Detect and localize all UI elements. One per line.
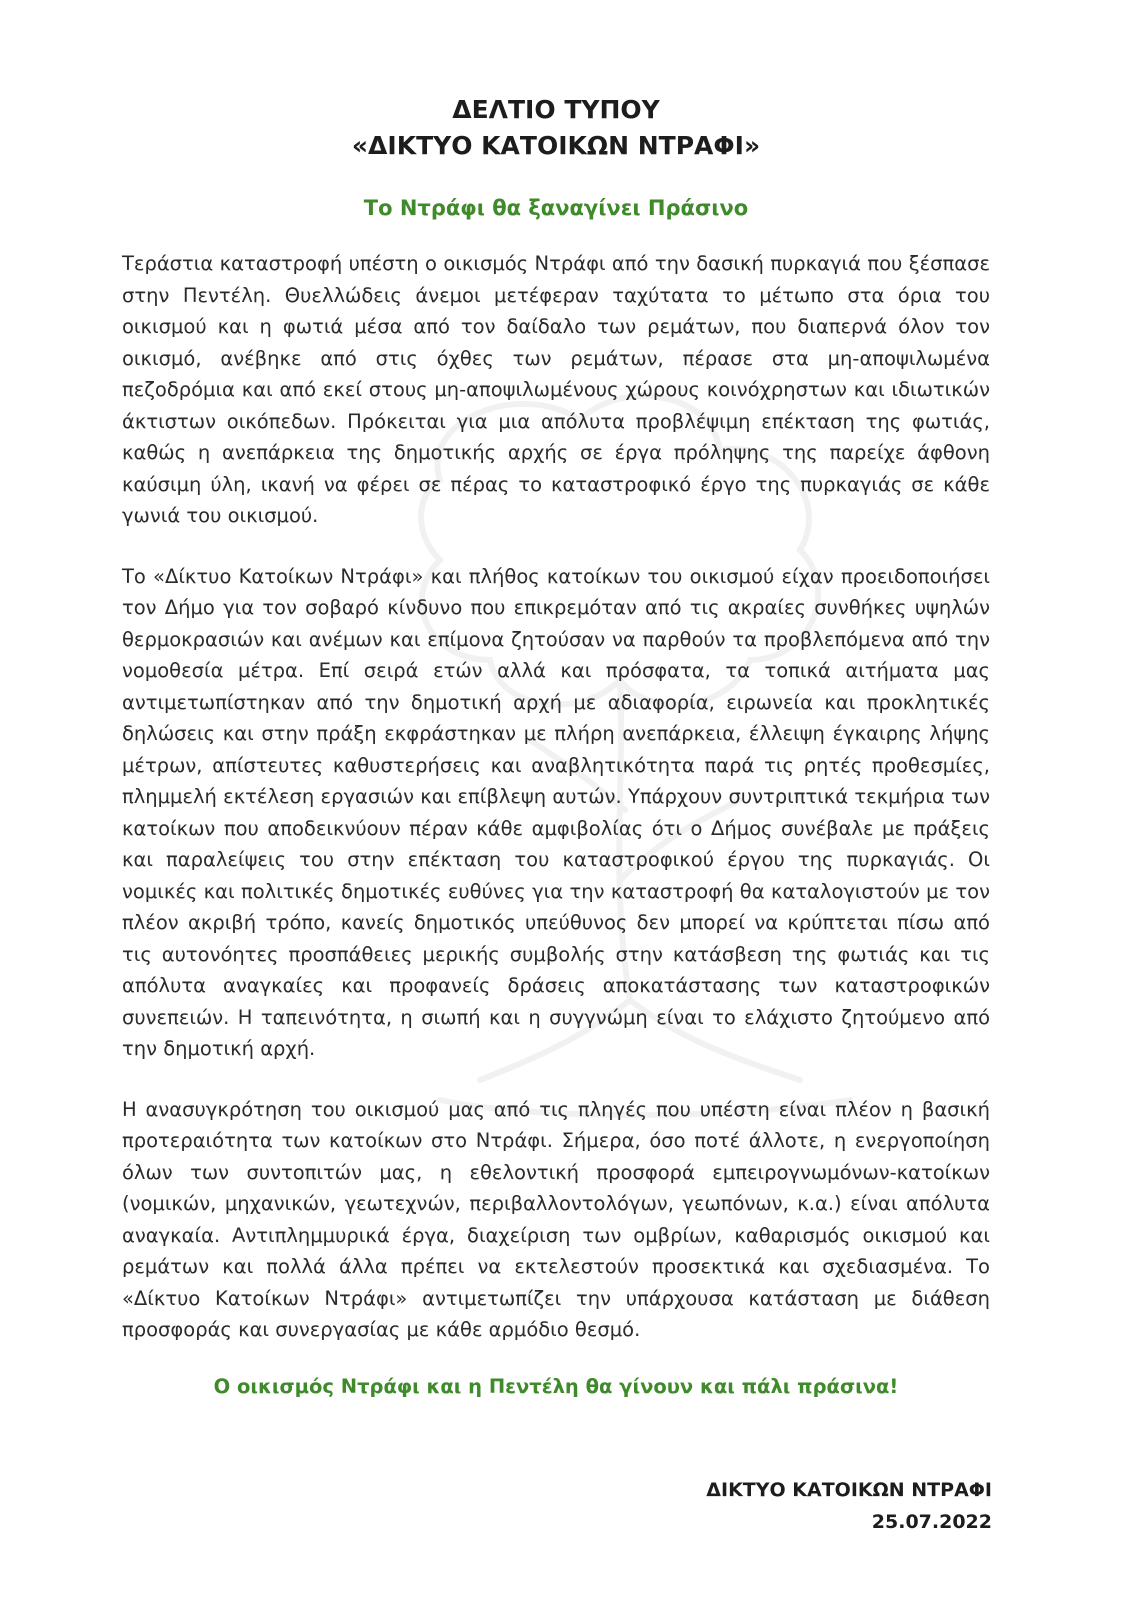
signature-block (706, 1474, 992, 1538)
paragraph-3: Η ανασυγκρότηση του οικισμού μας από τις πληγές που υπέστη είναι πλέον η βασική προτεραιότητα των κατοίκων στο Ντράφι. Σήμερα, όσο ποτέ άλλοτε, η ενεργοποίηση όλων των συντοπιτών μας, η εθελοντική προσφορά εμπειρογνωμόνων-κατοίκων (νομικών, μηχανικών, γεωτεχνών, περιβαλλοντολόγων, γεωπόνων, κ.α.) είναι απόλυτα αναγκαία. Αντιπλημμυρικά έργα, διαχείριση των ομβρίων, καθαρισμός οικισμού και ρεμάτων και πολλά άλλα πρέπει να εκτελεστούν προσεκτικά και σχεδιασμένα. Το «Δίκτυο Κατοίκων Ντράφι» αντιμετωπίζει την υπάρχουσα κατάσταση με διάθεση προσφοράς και συνεργασίας με κάθε αρμόδιο θεσμό. (122, 1097, 990, 1341)
paragraph-2: Το «Δίκτυο Κατοίκων Ντράφι» και πλήθος κατοίκων του οικισμού είχαν προειδοποιήσει τον Δήμο για τον σοβαρό κίνδυνο που επικρεμόταν από τις ακραίες συνθήκες υψηλών θερμοκρασιών και ανέμων και επίμονα ζητούσαν να παρθούν τα προβλεπόμενα από την νομοθεσία μέτρα. Επί σειρά ετών αλλά και πρόσφατα, τα τοπικά αιτήματα μας αντιμετωπίστηκαν από την δημοτική αρχή με αδιαφορία, ειρωνεία και προκλητικές δηλώσεις και στην πράξη εκφράστηκαν με πλήρη ανεπάρκεια, έλλειψη έγκαιρης λήψης μέτρων, απίστευτες καθυστερήσεις και αναβλητικότητα παρά τις ρητές προθεσμίες, πλημμελή εκτέλεση εργασιών και επίβλεψη αυτών. Υπάρχουν συντριπτικά τεκμήρια των κατοίκων που αποδεικνύουν πέραν κάθε αμφιβολίας ότι ο Δήμος συνέβαλε με πράξεις και παραλείψεις του στην επέκταση του καταστροφικού έργου της πυρκαγιάς. Οι νομικές και πολιτικές δημοτικές ευθύνες για την καταστροφή θα καταλογιστούν με τον πλέον ακριβή τρόπο, κανείς δημοτικός υπεύθυνος δεν μπορεί να κρύπτεται πίσω από τις αυτονόητες προσπάθειες μερικής συμβολής στην κατάσβεση της φωτιάς και τις απόλυτα αναγκαίες και προφανείς δράσεις αποκατάστασης των καταστροφικών συνεπειών. Η ταπεινότητα, η σιωπή και η συγγνώμη είναι το ελάχιστο ζητούμενο από την δημοτική αρχή. (122, 564, 990, 1060)
signature-organization: ΔΙΚΤΥΟ ΚΑΤΟΙΚΩΝ ΝΤΡΑΦΙ (706, 1479, 992, 1501)
paragraph-1: Τεράστια καταστροφή υπέστη ο οικισμός Ντράφι από την δασική πυρκαγιά που ξέσπασε στην Πεντέλη. Θυελλώδεις άνεμοι μετέφεραν ταχύτατα το μέτωπο στα όρια του οικισμού και η φωτιά μέσα από τον δαίδαλο των ρεμάτων, που διαπερνά όλον τον οικισμό, ανέβηκε από στις όχθες των ρεμάτων, πέρασε στα μη-αποψιλωμένα πεζοδρόμια και από εκεί στους μη-αποψιλωμένους χώρους κοινόχρηστων και ιδιωτικών άκτιστων οικόπεδων. Πρόκειται για μια απόλυτα προβλέψιμη επέκταση της φωτιάς, καθώς η ανεπάρκεια της δημοτικής αρχής σε έργα πρόληψης της παρείχε άφθονη καύσιμη ύλη, ικανή να φέρει σε πέρας το καταστροφικό έργο της πυρκαγιάς σε κάθε γωνιά του οικισμού. (122, 252, 990, 527)
title-line-1: ΔΕΛΤΙΟ ΤΥΠΟΥ (452, 95, 660, 124)
title-line-2: «ΔΙΚΤΥΟ ΚΑΤΟΙΚΩΝ ΝΤΡΑΦΙ» (351, 131, 761, 160)
document-body (122, 92, 990, 1398)
closing-slogan: Ο οικισμός Ντράφι και η Πεντέλη θα γίνουν και πάλι πράσινα! (213, 1374, 899, 1398)
subtitle: Το Ντράφι θα ξαναγίνει Πράσινο (363, 196, 749, 220)
document-title (122, 92, 990, 164)
signature-date: 25.07.2022 (871, 1511, 992, 1533)
